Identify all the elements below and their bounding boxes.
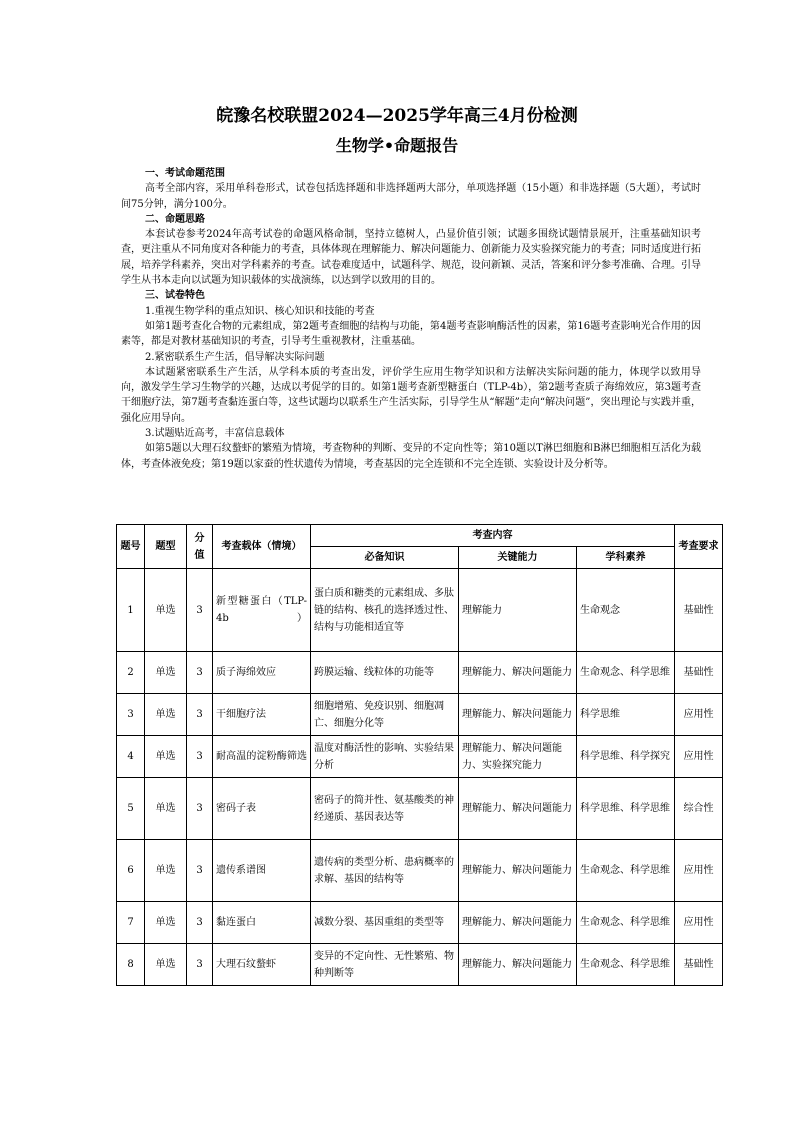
cell-requirement: 应用性 [675, 902, 723, 944]
cell-ability: 理解能力、解决问题能力 [459, 778, 577, 840]
cell-score: 3 [187, 736, 213, 778]
document-title: 皖豫名校联盟2024—2025学年高三4月份检测 [216, 106, 578, 126]
cell-literacy: 科学思维、科学探究 [577, 736, 675, 778]
cell-carrier: 黏连蛋白 [213, 902, 311, 944]
cell-requirement: 基础性 [675, 569, 723, 652]
cell-knowledge: 密码子的简并性、氨基酸类的神经递质、基因表达等 [311, 778, 459, 840]
cell-literacy: 生命观念、科学思维 [577, 840, 675, 902]
cell-knowledge: 减数分裂、基因重组的类型等 [311, 902, 459, 944]
header-carrier: 考查载体（情境） [213, 525, 311, 569]
cell-carrier: 耐高温的淀粉酶筛选 [213, 736, 311, 778]
paragraph: 如第5题以大理石纹螯虾的繁殖为情境，考查物种的判断、变异的不定向性等；第10题以T淋巴细胞和B淋巴细胞相互活化为载体，考查体液免疫；第19题以家蚕的性状遗传为情境，考查基因的完全连锁和不完全连锁、实验设计及分析等。 [121, 443, 701, 470]
header-ability: 关键能力 [459, 547, 577, 569]
table-row [117, 569, 723, 652]
header-type: 题型 [145, 525, 187, 569]
table-row [117, 736, 723, 778]
cell-no: 7 [117, 902, 145, 944]
cell-score: 3 [187, 694, 213, 736]
cell-knowledge: 跨膜运输、线粒体的功能等 [311, 652, 459, 694]
cell-score: 3 [187, 652, 213, 694]
cell-no: 5 [117, 778, 145, 840]
cell-knowledge: 蛋白质和糖类的元素组成、多肽链的结构、核孔的选择透过性、结构与功能相适宜等 [311, 569, 459, 652]
cell-requirement: 基础性 [675, 652, 723, 694]
cell-type: 单选 [145, 736, 187, 778]
cell-type: 单选 [145, 652, 187, 694]
cell-no: 6 [117, 840, 145, 902]
cell-type: 单选 [145, 778, 187, 840]
header-requirement: 考查要求 [675, 525, 723, 569]
section-heading: 二、命题思路 [145, 213, 205, 225]
cell-carrier: 干细胞疗法 [213, 694, 311, 736]
paragraph: 高考全部内容，采用单科卷形式，试卷包括选择题和非选择题两大部分，单项选择题（15小题）和非选择题（5大题），考试时间75分钟，满分100分。 [121, 183, 701, 210]
cell-carrier: 遗传系谱图 [213, 840, 311, 902]
cell-literacy: 生命观念、科学思维 [577, 944, 675, 986]
cell-literacy: 生命观念 [577, 569, 675, 652]
cell-requirement: 基础性 [675, 944, 723, 986]
section-heading: 三、试卷特色 [145, 290, 205, 302]
cell-no: 1 [117, 569, 145, 652]
cell-requirement: 应用性 [675, 694, 723, 736]
cell-carrier: 新型糖蛋白（TLP-4b） [213, 569, 311, 652]
cell-carrier: 密码子表 [213, 778, 311, 840]
cell-score: 3 [187, 569, 213, 652]
cell-type: 单选 [145, 569, 187, 652]
header-no: 题号 [117, 525, 145, 569]
header-score: 分值 [187, 525, 213, 569]
table-row [117, 840, 723, 902]
cell-type: 单选 [145, 840, 187, 902]
cell-no: 3 [117, 694, 145, 736]
cell-requirement: 应用性 [675, 736, 723, 778]
cell-no: 8 [117, 944, 145, 986]
cell-carrier: 大理石纹螯虾 [213, 944, 311, 986]
cell-literacy: 生命观念、科学思维 [577, 902, 675, 944]
subheading: 2.紧密联系生产生活，倡导解决实际问题 [145, 351, 325, 363]
cell-literacy: 科学思维 [577, 694, 675, 736]
cell-score: 3 [187, 840, 213, 902]
table-row [117, 902, 723, 944]
cell-ability: 理解能力 [459, 569, 577, 652]
header-content: 考查内容 [311, 525, 675, 547]
cell-knowledge: 温度对酶活性的影响、实验结果分析 [311, 736, 459, 778]
cell-requirement: 应用性 [675, 840, 723, 902]
cell-knowledge: 变异的不定向性、无性繁殖、物种判断等 [311, 944, 459, 986]
table-row [117, 778, 723, 840]
cell-type: 单选 [145, 902, 187, 944]
paragraph: 本套试卷参考2024年高考试卷的命题风格命制，坚持立德树人，凸显价值引领；试题多围绕试题情景展开，注重基础知识考查，更注重从不同角度对各种能力的考查，具体体现在理解能力、解决问题能力、创新能力及实验探究能力的考查；同时适度进行拓展，培养学科素养，突出对学科素养的考查。试卷难度适中，试题科学、规范，设问新颖、灵活，答案和评分参考准确、合理。引导学生从书本走向以试题为知识载体的实战演练，以达到学以致用的目的。 [121, 229, 701, 287]
cell-carrier: 质子海绵效应 [213, 652, 311, 694]
cell-type: 单选 [145, 944, 187, 986]
cell-ability: 理解能力、解决问题能力 [459, 652, 577, 694]
cell-score: 3 [187, 778, 213, 840]
table-row [117, 694, 723, 736]
cell-requirement: 综合性 [675, 778, 723, 840]
cell-no: 2 [117, 652, 145, 694]
cell-ability: 理解能力、解决问题能力、实验探究能力 [459, 736, 577, 778]
report-body [121, 166, 701, 472]
cell-literacy: 科学思维、科学思维 [577, 778, 675, 840]
cell-knowledge: 细胞增殖、免疫识别、细胞凋亡、细胞分化等 [311, 694, 459, 736]
cell-score: 3 [187, 944, 213, 986]
document-subtitle: 生物学•命题报告 [335, 136, 459, 155]
paragraph: 本试题紧密联系生产生活，从学科本质的考查出发，评价学生应用生物学知识和方法解决实际问题的能力，体现学以致用导向，激发学生学习生物学的兴趣，达成以考促学的目的。如第1题考查新型糖蛋白（TLP-4b），第2题考查质子海绵效应，第3题考查干细胞疗法，第7题考查黏连蛋白等，这些试题均以联系生产生活实际，引导学生从“解题”走向“解决问题”，突出理论与实践并重，强化应用导向。 [121, 366, 701, 424]
cell-ability: 理解能力、解决问题能力 [459, 694, 577, 736]
paragraph: 如第1题考查化合物的元素组成，第2题考查细胞的结构与功能，第4题考查影响酶活性的因素，第16题考查影响光合作用的因素等，都是对教材基础知识的考查，引导考生重视教材，注重基础。 [121, 320, 701, 348]
cell-literacy: 生命观念、科学思维 [577, 652, 675, 694]
section-heading: 一、考试命题范围 [145, 168, 225, 179]
cell-ability: 理解能力、解决问题能力 [459, 840, 577, 902]
subheading: 1.重视生物学科的重点知识、核心知识和技能的考查 [145, 305, 375, 317]
exam-analysis-table [116, 524, 723, 986]
cell-knowledge: 遗传病的类型分析、患病概率的求解、基因的结构等 [311, 840, 459, 902]
cell-ability: 理解能力、解决问题能力 [459, 902, 577, 944]
table-row [117, 944, 723, 986]
table-row [117, 652, 723, 694]
subheading: 3.试题贴近高考，丰富信息载体 [145, 428, 285, 440]
cell-type: 单选 [145, 694, 187, 736]
cell-no: 4 [117, 736, 145, 778]
cell-ability: 理解能力、解决问题能力 [459, 944, 577, 986]
header-knowledge: 必备知识 [311, 547, 459, 569]
header-literacy: 学科素养 [577, 547, 675, 569]
cell-score: 3 [187, 902, 213, 944]
